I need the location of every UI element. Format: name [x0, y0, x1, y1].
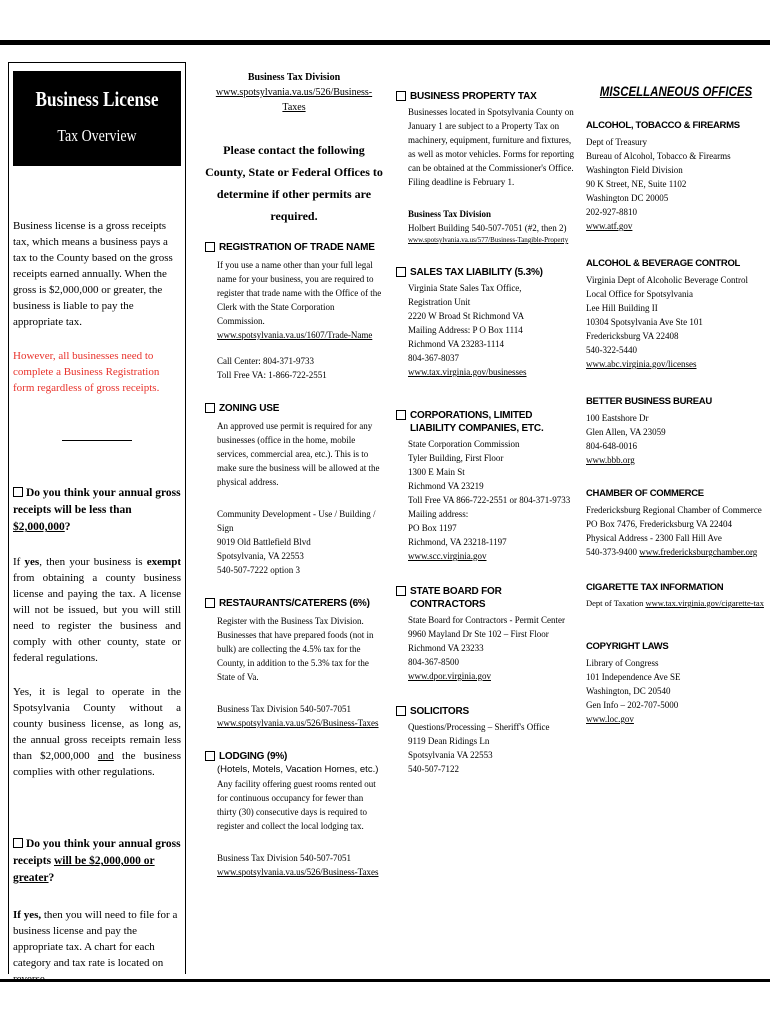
sol-line-4: 540-507-7122	[408, 764, 459, 774]
atf-line-3: Washington Field Division	[586, 165, 683, 175]
cigarette-line: Dept of Taxation www.tax.virginia.gov/cigarette-tax	[586, 598, 764, 608]
restaurants-contact: Business Tax Division 540-507-7051	[217, 704, 351, 714]
abc-heading: ALCOHOL & BEVERAGE CONTROL	[586, 258, 741, 269]
copyright-link[interactable]: www.loc.gov	[586, 714, 634, 724]
abc-line-5: Fredericksburg VA 22408	[586, 331, 679, 341]
intro-text: Business license is a gross receipts tax, which means a business pays a tax to the County based on the gross receipts earned annually. When the gross is $2,000,000 or greater, the business is liable to pay the appropriate tax.	[13, 220, 173, 328]
cover-subtitle: Tax Overview	[57, 126, 137, 145]
sales-line-4: Mailing Address: P O Box 1114	[408, 325, 523, 335]
lodging-body: Any facility offering guest rooms rented out for continuous occupancy for fewer than thirty (30) consecutive days is required to register and collect the local lodging tax.	[217, 779, 376, 831]
checkbox-icon[interactable]	[396, 706, 406, 716]
question-less-than: Do you think your annual gross receipts will be less than $2,000,000?	[13, 487, 181, 533]
top-rule	[0, 40, 770, 45]
answer-legal: Yes, it is legal to operate in the Spotsylvania County without a county business license, as long as, the annual gross receipts remain less than $2,000,000 and the business complies with other regulations.	[13, 686, 181, 778]
sol-line-2: 9119 Dean Ridings Ln	[408, 736, 490, 746]
copyright-line-3: Washington, DC 20540	[586, 686, 671, 696]
column-state-offices	[396, 62, 574, 974]
property-link[interactable]: www.spotsylvania.va.us/577/Business-Tangible-Property	[408, 236, 569, 244]
corporations-heading: CORPORATIONS, LIMITED LIABILITY COMPANIES, ETC.	[396, 409, 574, 435]
board-line-1: State Board for Contractors - Permit Center	[408, 615, 565, 625]
corp-line-5: Toll Free VA 866-722-2551 or 804-371-9733	[408, 495, 571, 505]
property-tax-body: Businesses located in Spotsylvania County on January 1 are subject to a Property Tax on machinery, equipment, furniture and fixtures, as well as motor vehicles. Forms for reporting can be obtained at the Commissioner's Office. Filing deadline is February 1.	[408, 107, 574, 187]
property-phone: Holbert Building 540-507-7051 (#2, then 2)	[408, 223, 567, 233]
sales-line-1: Virginia State Sales Tax Office,	[408, 283, 522, 293]
division-link[interactable]: www.spotsylvania.va.us/526/Business-Taxes	[215, 87, 373, 113]
corp-line-3: 1300 E Main St	[408, 467, 465, 477]
sales-line-2: Registration Unit	[408, 297, 471, 307]
zoning-contact: Community Development - Use / Building / Sign	[217, 509, 376, 533]
bbb-line-3: 804-648-0016	[586, 441, 637, 451]
sol-line-1: Questions/Processing – Sheriff's Office	[408, 722, 550, 732]
corp-line-2: Tyler Building, First Floor	[408, 453, 504, 463]
cover-banner	[13, 71, 181, 166]
atf-line-2: Bureau of Alcohol, Tobacco & Firearms	[586, 151, 731, 161]
contractors-heading: STATE BOARD FOR CONTRACTORS	[396, 585, 574, 611]
lodging-heading: LODGING (9%)	[205, 750, 383, 763]
abc-line-3: Lee Hill Building II	[586, 303, 658, 313]
toll-free: Toll Free VA: 1-866-722-2551	[217, 370, 327, 380]
corp-line-6: Mailing address:	[408, 509, 469, 519]
checkbox-icon[interactable]	[205, 751, 215, 761]
checkbox-icon[interactable]	[13, 487, 23, 497]
board-line-2: 9960 Mayland Dr Ste 102 – First Floor	[408, 629, 549, 639]
trade-name-link[interactable]: www.spotsylvania.va.us/1607/Trade-Name	[217, 330, 373, 340]
misc-title: MISCELLANEOUS OFFICES	[599, 84, 753, 99]
copyright-heading: COPYRIGHT LAWS	[586, 641, 669, 652]
sales-link[interactable]: www.tax.virginia.gov/businesses	[408, 367, 527, 377]
property-tax-heading: BUSINESS PROPERTY TAX	[396, 90, 574, 103]
column-misc-offices	[586, 62, 766, 974]
zoning-body: An approved use permit is required for any businesses (office in the home, mobile services, commercial area, etc.). This is to make sure the business will be allowed at the physical address.	[217, 421, 380, 487]
restaurants-heading: RESTAURANTS/CATERERS (6%)	[205, 597, 383, 610]
corp-line-7: PO Box 1197	[408, 523, 457, 533]
answer-exempt: If yes, then your business is exempt from obtaining a county business license and paying the tax. A license will not be issued, but you will still need to register the business and comply with other county, state or federal regulations.	[13, 556, 181, 664]
zoning-phone: 540-507-7222 option 3	[217, 565, 300, 575]
sol-line-3: Spotsylvania VA 22553	[408, 750, 493, 760]
atf-line-5: Washington DC 20005	[586, 193, 669, 203]
chamber-line-4: 540-373-9400 www.fredericksburgchamber.org	[586, 547, 758, 557]
restaurants-body: Register with the Business Tax Division. Businesses that have prepared foods (not in bulk) are collecting the 4.5% tax for the County, in addition to the 5.3% tax for the State of Va.	[217, 616, 374, 682]
sales-line-3: 2220 W Broad St Richmond VA	[408, 311, 525, 321]
column-cover	[8, 62, 186, 974]
column-permits	[205, 62, 383, 974]
copyright-line-1: Library of Congress	[586, 658, 659, 668]
trade-name-body: If you use a name other than your full legal name for your business, you are required to register that trade name with the Office of the Clerk with the State Corporation Commission.	[217, 260, 382, 326]
checkbox-icon[interactable]	[205, 598, 215, 608]
atf-line-4: 90 K Street, NE, Suite 1102	[586, 179, 687, 189]
call-center: Call Center: 804-371-9733	[217, 356, 314, 366]
division-name: Business Tax Division	[247, 72, 341, 83]
corp-line-1: State Corporation Commission	[408, 439, 520, 449]
atf-line-1: Dept of Treasury	[586, 137, 647, 147]
abc-link[interactable]: www.abc.virginia.gov/licenses	[586, 359, 697, 369]
abc-line-1: Virginia Dept of Alcoholic Beverage Control	[586, 275, 749, 285]
atf-heading: ALCOHOL, TOBACCO & FIREARMS	[586, 120, 740, 131]
chamber-line-3: Physical Address - 2300 Fall Hill Ave	[586, 533, 722, 543]
registration-warning: However, all businesses need to complete a Business Registration form regardless of gross receipts.	[13, 350, 160, 394]
bbb-line-1: 100 Eastshore Dr	[586, 413, 649, 423]
board-line-3: Richmond VA 23233	[408, 643, 484, 653]
checkbox-icon[interactable]	[205, 242, 215, 252]
trade-name-heading: REGISTRATION OF TRADE NAME	[205, 241, 383, 254]
copyright-line-2: 101 Independence Ave SE	[586, 672, 681, 682]
atf-link[interactable]: www.atf.gov	[586, 221, 633, 231]
chamber-line-1: Fredericksburg Regional Chamber of Commerce	[586, 505, 762, 515]
cigarette-heading: CIGARETTE TAX INFORMATION	[586, 582, 724, 593]
lodging-subhead: (Hotels, Motels, Vacation Homes, etc.)	[217, 764, 379, 775]
board-line-4: 804-367-8500	[408, 657, 459, 667]
lodging-contact: Business Tax Division 540-507-7051	[217, 853, 351, 863]
copyright-line-4: Gen Info – 202-707-5000	[586, 700, 679, 710]
chamber-link[interactable]: www.fredericksburgchamber.org	[639, 547, 758, 557]
zoning-address-2: Spotsylvania, VA 22553	[217, 551, 304, 561]
zoning-address-1: 9019 Old Battlefield Blvd	[217, 537, 311, 547]
atf-line-6: 202-927-8810	[586, 207, 637, 217]
bbb-link[interactable]: www.bbb.org	[586, 455, 635, 465]
checkbox-icon[interactable]	[13, 838, 23, 848]
divider	[62, 440, 132, 441]
property-division: Business Tax Division	[408, 209, 492, 219]
restaurants-link[interactable]: www.spotsylvania.va.us/526/Business-Taxes	[217, 718, 379, 728]
cover-title: Business License	[35, 87, 159, 111]
abc-line-4: 10304 Spotsylvania Ave Ste 101	[586, 317, 703, 327]
abc-line-6: 540-322-5440	[586, 345, 637, 355]
board-link[interactable]: www.dpor.virginia.gov	[408, 671, 491, 681]
corp-link[interactable]: www.scc.virginia.gov	[408, 551, 487, 561]
corp-line-8: Richmond, VA 23218-1197	[408, 537, 507, 547]
corp-line-4: Richmond VA 23219	[408, 481, 484, 491]
bbb-heading: BETTER BUSINESS BUREAU	[586, 396, 712, 407]
sales-tax-heading: SALES TAX LIABILITY (5.3%)	[396, 266, 574, 279]
sales-line-5: Richmond VA 23283-1114	[408, 339, 505, 349]
bbb-line-2: Glen Allen, VA 23059	[586, 427, 666, 437]
checkbox-icon[interactable]	[396, 410, 406, 420]
abc-line-2: Local Office for Spotsylvania	[586, 289, 694, 299]
contact-note: Please contact the following County, State or Federal Offices to determine if other permits are required.	[205, 143, 383, 223]
zoning-heading: ZONING USE	[205, 402, 383, 415]
checkbox-icon[interactable]	[396, 586, 406, 596]
solicitors-heading: SOLICITORS	[396, 705, 574, 718]
cigarette-link[interactable]: www.tax.virginia.gov/cigarette-tax	[645, 598, 764, 608]
question-greater: Do you think your annual gross receipts will be $2,000,000 or greater?	[13, 838, 181, 884]
chamber-heading: CHAMBER OF COMMERCE	[586, 488, 704, 499]
checkbox-icon[interactable]	[205, 403, 215, 413]
lodging-link[interactable]: www.spotsylvania.va.us/526/Business-Taxes	[217, 867, 379, 877]
chamber-line-2: PO Box 7476, Fredericksburg VA 22404	[586, 519, 733, 529]
sales-line-6: 804-367-8037	[408, 353, 459, 363]
answer-file: If yes, then you will need to file for a business license and pay the appropriate tax. A chart for each category and tax rate is located on	[13, 909, 178, 969]
bottom-rule	[0, 979, 770, 982]
checkbox-icon[interactable]	[396, 91, 406, 101]
checkbox-icon[interactable]	[396, 267, 406, 277]
